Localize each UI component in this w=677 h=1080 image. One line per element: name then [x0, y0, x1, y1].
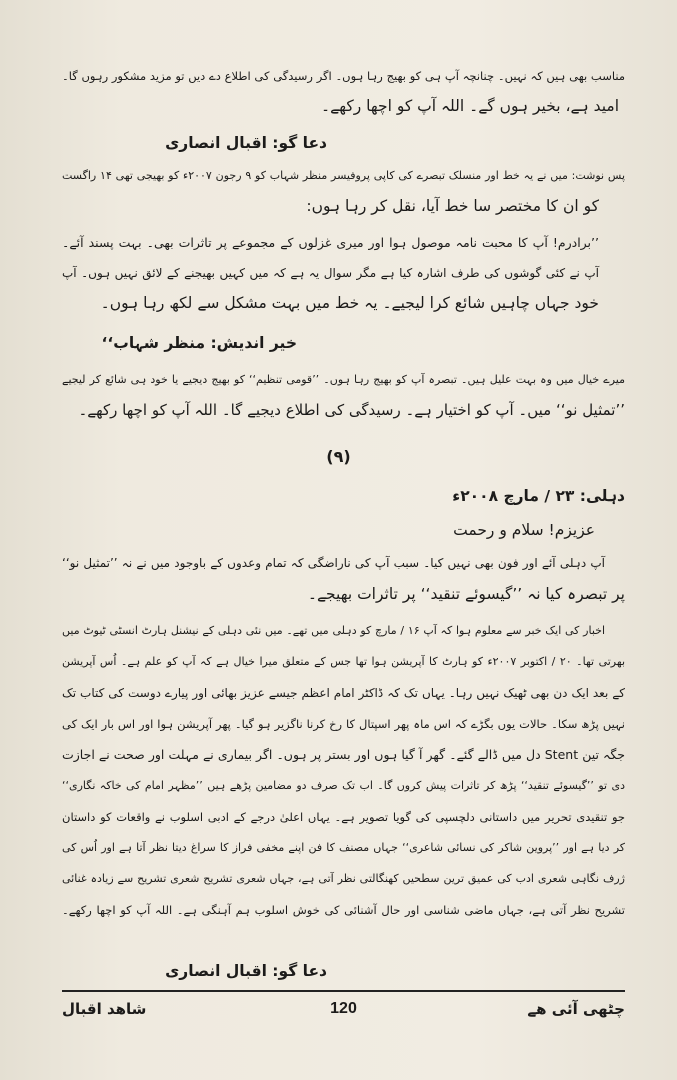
text-line: بھرتی تھا۔ ۲۰ / اکتوبر ۲۰۰۷ء کو ہارٹ کا آپریشن ہوا تھا جس کے متعلق میرا خیال ہے کہ آپ کو علم ہے۔ اُس آپریشن [62, 655, 626, 668]
text-line: میرے خیال میں وہ بہت علیل ہیں۔ تبصرہ آپ کو بھیج رہا ہوں۔ ’’قومی تنظیم‘‘ کو بھیج دیجیے یا خود ہی شائع کر لیجیے [62, 373, 625, 386]
text-line: جو تنقیدی تحریر میں داستانی دلچسپی کی گویا تصویر ہے۔ یہاں اعلیٰ درجے کے ادبی اسلوب نے واقعات کو داستان [62, 810, 625, 824]
signature-line: دعا گو: اقبال انصاری [165, 962, 327, 980]
salutation: عزیزم! سلام و رحمت [453, 521, 595, 539]
page-footer [62, 1000, 625, 1026]
footer-rule [62, 990, 625, 992]
text-line: امید ہے، بخیر ہوں گے۔ اللہ آپ کو اچھا رکھے۔ [321, 97, 619, 115]
text-line: ژرف نگاہی شعری ادب کی عمیق ترین سطحیں کھنگالتی نظر آتی ہے، جہاں شعری تشریح شعری تشریح سے زیادہ غنائی [62, 872, 625, 885]
text-line: جگہ تین Stent دل میں ڈالے گئے۔ گھر آ گیا ہوں اور بستر پر ہوں۔ اگر بیماری نے مہلت اور صحت نے اجازت [62, 747, 625, 762]
quote-line: ’’برادرم! آپ کا محبت نامہ موصول ہوا اور میری غزلوں کے مجموعے پر تاثرات بھی۔ بہت پسند آئے۔ [62, 235, 599, 250]
text-line: نہیں پڑھ سکا۔ حالات یوں بگڑے کہ اس ماہ پھر اسپتال کا رخ کرنا ناگزیر ہو گیا۔ پھر آپریشن ہوا اور اس بار ایک کی [62, 717, 625, 731]
postscript-line: پس نوشت: میں نے یہ خط اور منسلک تبصرے کی کاپی پروفیسر منظر شہاب کو ۹ رجون ۲۰۰۷ء کو بھیجی تھی ۱۴ راگست [62, 169, 626, 182]
text-line: آپ دہلی آئے اور فون بھی نہیں کیا۔ سبب آپ کی ناراضگی کہ تمام وعدوں کے باوجود میں نے نہ ’’تمثیل نو‘‘ [62, 556, 605, 570]
text-line: کو ان کا مختصر سا خط آیا، نقل کر رہا ہوں: [306, 197, 599, 215]
signature-line: خیر اندیش: منظر شہاب‘‘ [101, 334, 297, 352]
signature-line: دعا گو: اقبال انصاری [165, 134, 327, 152]
letter-number: (۹) [326, 447, 351, 466]
text-line: کے بعد ایک دن بھی ٹھیک نہیں رہا۔ یہاں تک کہ ڈاکٹر امام اعظم جیسے عزیز بھائی اور پیارے دوست کی کتاب تک [62, 686, 625, 700]
text-line: مناسب بھی ہیں کہ نہیں۔ چنانچہ آپ ہی کو بھیج رہا ہوں۔ اگر رسیدگی کی اطلاع دے دیں تو مزید مشکور رہوں گا۔ [62, 69, 625, 83]
text-line: تشریح نظر آتی ہے، جہاں ماضی شناسی اور حال آشنائی کی خوش اسلوب ہم آہنگی ہے۔ اللہ آپ کو اچھا رکھے۔ [62, 903, 625, 917]
letter-date: دہلی: ۲۳ / مارچ ۲۰۰۸ء [452, 487, 625, 505]
quote-line: آپ نے کئی گوشوں کی طرف اشارہ کیا ہے مگر سوال یہ ہے کہ میں کہیں بھیجنے کے لائق نہیں ہوں۔ آپ [62, 266, 599, 280]
text-line: دی تو ’’گیسوئے تنقید‘‘ پڑھ کر تاثرات پیش کروں گا۔ اب تک صرف دو مضامین پڑھے ہیں ’’مظہر امام کی خاکہ نگاری‘‘ [62, 779, 625, 792]
quote-line: خود جہاں چاہیں شائع کرا لیجیے۔ یہ خط میں بہت مشکل سے لکھ رہا ہوں۔ [100, 294, 599, 312]
text-line: پر تبصرہ کیا نہ ’’گیسوئے تنقید‘‘ پر تاثرات بھیجے۔ [307, 585, 625, 603]
footer-book-title: چٹھی آئی ھے [527, 1000, 625, 1018]
text-line: کر دیا ہے اور ’’پروین شاکر کی نسائی شاعری‘‘ جہاں مصنف کا فن اپنے مخفی فراز کا سراغ دیتا نظر آتا ہے اور اُس کی [62, 841, 625, 854]
text-line: ’’تمثیل نو‘‘ میں۔ آپ کو اختیار ہے۔ رسیدگی کی اطلاع دیجیے گا۔ اللہ آپ کو اچھا رکھے۔ [78, 401, 625, 419]
text-line: اخبار کی ایک خبر سے معلوم ہوا کہ آپ ۱۶ / مارچ کو دہلی میں تھے۔ میں نئی دہلی کے نیشنل ہارٹ انسٹی ٹیوٹ میں [62, 624, 605, 637]
footer-author: شاھد اقبال [62, 1000, 147, 1018]
page-number: 120 [330, 1000, 357, 1017]
